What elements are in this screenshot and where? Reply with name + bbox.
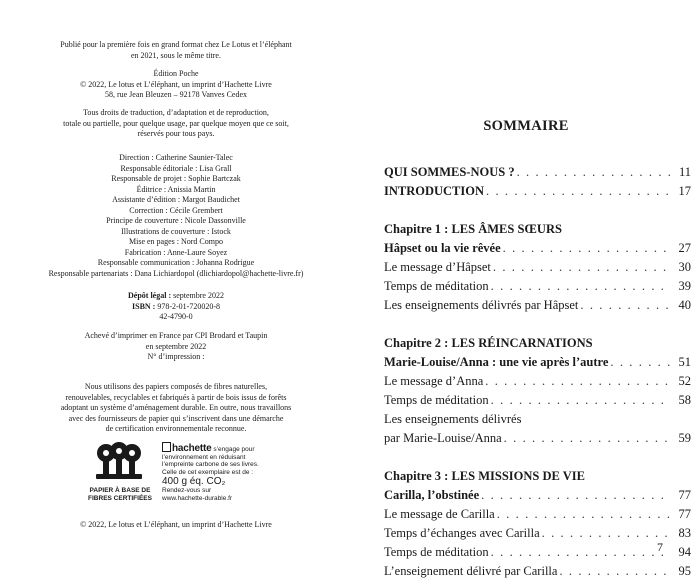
credit-line: Direction : Catherine Saunier-Talec bbox=[119, 153, 233, 162]
credit-line: Illustrations de couverture : Istock bbox=[121, 226, 231, 236]
toc-entry: Le message d’Anna . . . 52 bbox=[384, 374, 691, 393]
hachette-carbon-info: hachette s’engage pour l’environnement en réduisant l’empreinte carbone de ses livres. Celle de cet exemplaire est de : 400 g éq. CO₂ Rendez-vous sur www.hachette-durable.fr bbox=[162, 442, 280, 503]
toc-entry: Temps de méditation . . . 58 bbox=[384, 393, 691, 412]
certified-fibres-label: PAPIER À BASE DE FIBRES CERTIFIÉES bbox=[88, 487, 152, 502]
chapter-heading: Chapitre 3 : LES MISSIONS DE VIE bbox=[384, 469, 585, 483]
publication-note: Publié pour la première fois en grand format chez Le Lotus et l’éléphant en 2021, sous le même titre. bbox=[60, 40, 292, 60]
credit-line: Responsable communication : Johanna Rodrigue bbox=[97, 258, 255, 267]
credit-line: Assistante d’édition : Margot Baudichet bbox=[112, 195, 240, 204]
credits-list bbox=[0, 153, 352, 279]
credit-line: Principe de couverture : Nicole Dassonville bbox=[106, 216, 246, 225]
edition-info: Édition Poche © 2022, Le lotus et L’éléphant, un imprint d’Hachette Livre 58, rue Jean Bleuzen – 92178 Vanves Cedex bbox=[80, 69, 272, 99]
toc-entry: Hâpset ou la vie rêvée . . . 27 bbox=[384, 241, 691, 260]
toc-entry: INTRODUCTION . . . 17 bbox=[384, 184, 691, 203]
hachette-durable-link: www.hachette-durable.fr bbox=[162, 494, 233, 502]
toc-entry: Carilla, l’obstinée . . . 77 bbox=[384, 488, 691, 507]
rights-notice: Tous droits de traduction, d’adaptation et de reproduction, totale ou partielle, pour quelque usage, par quelque moyen que ce soit, réservés pour tous pays. bbox=[63, 108, 289, 138]
toc-entry-line: Les enseignements délivrés bbox=[384, 412, 522, 426]
toc-entry: QUI SOMMES-NOUS ? . . . 11 bbox=[384, 165, 691, 184]
page-title: SOMMAIRE bbox=[483, 118, 569, 134]
toc-entry: Marie-Louise/Anna : une vie après l’autre . . . 51 bbox=[384, 355, 691, 374]
legal-deposit: Dépôt légal : septembre 2022 ISBN : 978-2-01-720020-8 42-4790-0 bbox=[128, 291, 224, 321]
credit-line: Responsable éditoriale : Lisa Grall bbox=[120, 163, 232, 173]
environment-logo bbox=[84, 442, 274, 512]
toc-entry: Le message d’Hâpset . . . 30 bbox=[384, 260, 691, 279]
toc-entry: Temps de méditation . . . 94 bbox=[384, 545, 691, 564]
hachette-logo-icon bbox=[162, 442, 171, 452]
toc-entry: Le message de Carilla . . . 77 bbox=[384, 507, 691, 526]
paper-notice: Nous utilisons des papiers composés de fibres naturelles, renouvelables, recyclables et fabriqués à partir de bois issus de forêts adoptant un système d’aménagement durable. En outre, nous travaillons avec des fournisseurs de papier qui s’inscrivent dans une démarche de certification environnementale reconnue. bbox=[60, 382, 292, 433]
table-of-contents bbox=[384, 165, 691, 583]
toc-entry: Temps de méditation . . . 39 bbox=[384, 279, 691, 298]
credit-line: Responsable de projet : Sophie Bartczak bbox=[111, 174, 241, 183]
toc-entry: L’enseignement délivré par Carilla . . . 95 bbox=[384, 564, 691, 583]
toc-entry: Les enseignements délivrés par Hâpset . . . 40 bbox=[384, 298, 691, 317]
credit-line: Éditrice : Anissia Martin bbox=[136, 184, 216, 194]
contents-page bbox=[352, 0, 700, 578]
page-number: 7 bbox=[657, 540, 663, 554]
credit-line: Mise en pages : Nord Compo bbox=[129, 237, 223, 246]
trees-icon bbox=[92, 442, 146, 484]
printing-info: Achevé d’imprimer en France par CPI Brodard et Taupin en septembre 2022 N° d’impression : bbox=[84, 331, 268, 361]
chapter-heading: Chapitre 1 : LES ÂMES SŒURS bbox=[384, 222, 562, 236]
toc-entry: Temps d’échanges avec Carilla . . . 83 bbox=[384, 526, 691, 545]
colophon-page bbox=[0, 0, 352, 566]
credit-line: Responsable partenariats : Dana Lichiardopol (dlichiardopol@hachette-livre.fr) bbox=[48, 268, 304, 278]
credit-line: Fabrication : Anne-Laure Soyez bbox=[124, 247, 228, 257]
credit-line: Correction : Cécile Grembert bbox=[129, 205, 223, 215]
chapter-heading: Chapitre 2 : LES RÉINCARNATIONS bbox=[384, 336, 593, 350]
carbon-value: 400 g éq. CO₂ bbox=[162, 476, 226, 488]
toc-entry: par Marie-Louise/Anna . . . 59 bbox=[384, 431, 691, 450]
copyright-line: © 2022, Le lotus et L’éléphant, un imprint d’Hachette Livre bbox=[80, 520, 272, 529]
